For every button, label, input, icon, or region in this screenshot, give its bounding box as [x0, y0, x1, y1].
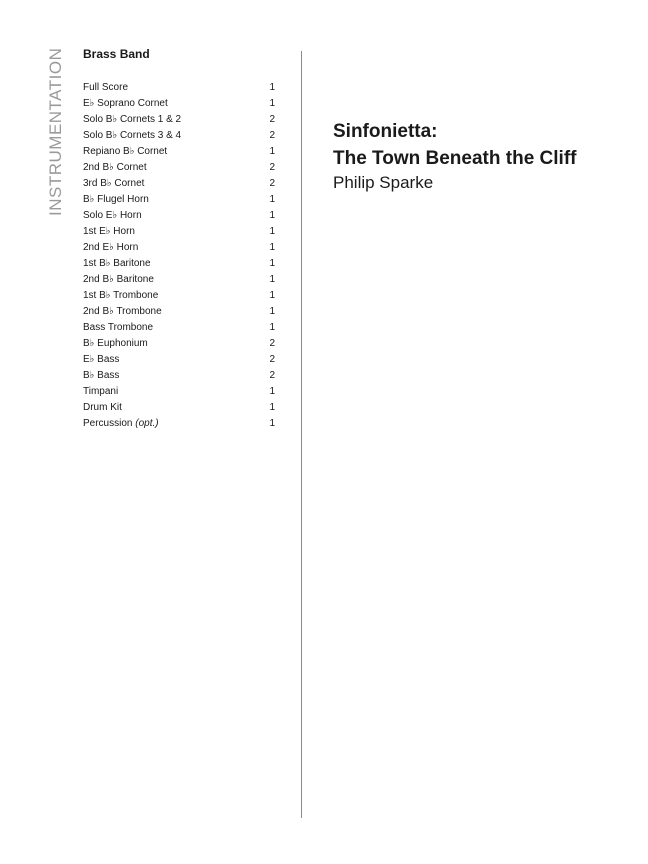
part-row [83, 144, 275, 160]
title [333, 118, 576, 172]
part-note: (opt.) [135, 418, 159, 429]
part-count: 2 [269, 162, 275, 173]
part-count: 1 [269, 226, 275, 237]
part-count: 1 [269, 322, 275, 333]
part-count: 1 [269, 194, 275, 205]
composer: Philip Sparke [333, 173, 434, 192]
part-row [83, 112, 275, 128]
part-row [83, 272, 275, 288]
part-name: Solo E♭ Horn [83, 210, 142, 221]
part-row [83, 304, 275, 320]
part-count: 2 [269, 178, 275, 189]
part-count: 1 [269, 82, 275, 93]
part-row [83, 256, 275, 272]
part-row [83, 352, 275, 368]
part-name: E♭ Soprano Cornet [83, 98, 168, 109]
part-row [83, 336, 275, 352]
part-name: Bass Trombone [83, 322, 154, 333]
part-name: B♭ Flugel Horn [83, 194, 149, 205]
part-row [83, 192, 275, 208]
part-count: 1 [269, 242, 275, 253]
part-row [83, 368, 275, 384]
part-row [83, 128, 275, 144]
part-count: 2 [269, 354, 275, 365]
part-name: 1st B♭ Trombone [83, 290, 159, 301]
part-count: 1 [269, 402, 275, 413]
part-name: Full Score [83, 82, 129, 93]
part-row [83, 288, 275, 304]
part-row [83, 96, 275, 112]
part-count: 2 [269, 114, 275, 125]
part-name: B♭ Bass [83, 370, 120, 381]
part-name: Timpani [83, 386, 119, 397]
part-count: 2 [269, 338, 275, 349]
divider [301, 51, 302, 818]
part-name: Repiano B♭ Cornet [83, 146, 168, 157]
ensemble-heading: Brass Band [83, 47, 150, 61]
part-row [83, 416, 275, 432]
part-row [83, 400, 275, 416]
part-row [83, 160, 275, 176]
part-row [83, 176, 275, 192]
part-count: 1 [269, 306, 275, 317]
parts-list [83, 80, 275, 432]
title-line-2: The Town Beneath the Cliff [333, 148, 577, 169]
part-name: Solo B♭ Cornets 3 & 4 [83, 130, 182, 141]
part-name: 3rd B♭ Cornet [83, 178, 145, 189]
part-count: 1 [269, 210, 275, 221]
part-row [83, 384, 275, 400]
part-name: 1st E♭ Horn [83, 226, 135, 237]
part-count: 1 [269, 274, 275, 285]
title-line-1: Sinfonietta: [333, 121, 438, 142]
part-name: Percussion (opt.) [83, 418, 159, 429]
part-row [83, 224, 275, 240]
part-count: 1 [269, 418, 275, 429]
part-count: 1 [269, 290, 275, 301]
part-count: 2 [269, 130, 275, 141]
part-row [83, 240, 275, 256]
part-count: 1 [269, 98, 275, 109]
part-name: 2nd E♭ Horn [83, 242, 139, 253]
part-name: Drum Kit [83, 402, 122, 413]
part-count: 1 [269, 146, 275, 157]
part-name: 2nd B♭ Baritone [83, 274, 154, 285]
part-name: Solo B♭ Cornets 1 & 2 [83, 114, 182, 125]
part-name: 1st B♭ Baritone [83, 258, 151, 269]
part-row [83, 320, 275, 336]
part-row [83, 208, 275, 224]
part-name: 2nd B♭ Cornet [83, 162, 147, 173]
instrumentation-label: INSTRUMENTATION [46, 47, 65, 216]
part-name: B♭ Euphonium [83, 338, 148, 349]
part-name: 2nd B♭ Trombone [83, 306, 162, 317]
part-count: 2 [269, 370, 275, 381]
part-count: 1 [269, 258, 275, 269]
part-name: E♭ Bass [83, 354, 120, 365]
part-row [83, 80, 275, 96]
part-count: 1 [269, 386, 275, 397]
